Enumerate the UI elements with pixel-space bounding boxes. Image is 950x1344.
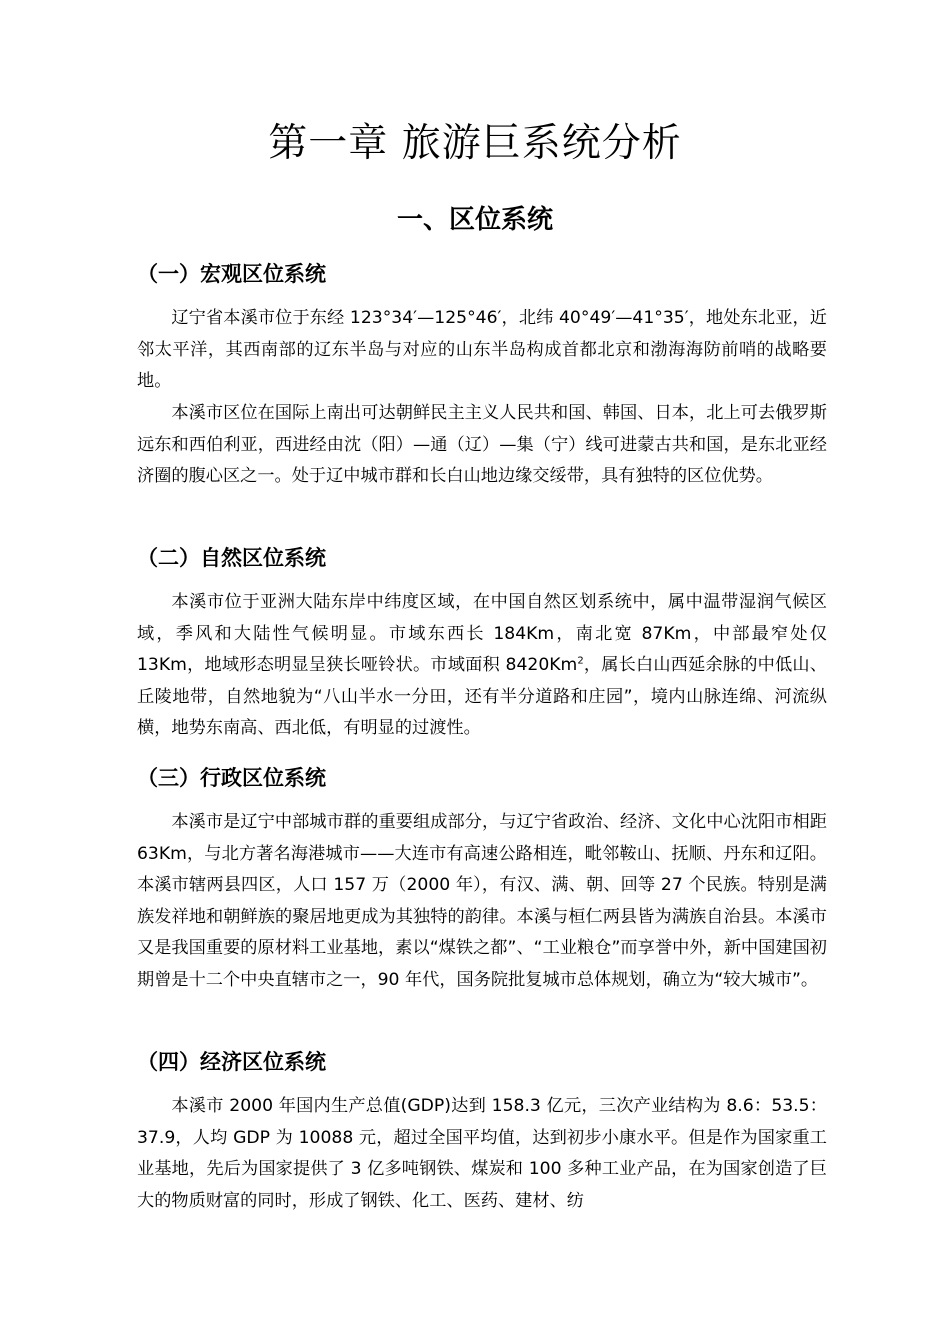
section-title: 一、区位系统 xyxy=(396,205,553,235)
subsection-heading-administrative: （三）行政区位系统 xyxy=(137,766,326,790)
paragraph-macro-1: 辽宁省本溪市位于东经 123°34′—125°46′，北纬 40°49′—41°35′，地处东北亚，近邻太平洋，其西南部的辽东半岛与对应的山东半岛构成首都北京和渤海海防前哨的战略要地。 xyxy=(137,308,827,391)
subsection-heading-natural: （二）自然区位系统 xyxy=(137,546,326,570)
paragraph-economic: 本溪市 2000 年国内生产总值(GDP)达到 158.3 亿元，三次产业结构为 8.6：53.5：37.9，人均 GDP 为 10088 元，超过全国平均值，达到初步小康水平。但是作为国家重工业基地，先后为国家提供了 3 亿多吨钢铁、煤炭和 100 多种工业产品，在为国家创造了巨大的物质财富的同时，形成了钢铁、化工、医药、建材、纺 xyxy=(137,1096,827,1211)
chapter-title: 第一章 旅游巨系统分析 xyxy=(268,121,682,166)
paragraph-natural-part-2: ，属长白山西延余脉的中低山、丘陵地带，自然地貌为“八山半水一分田，还有半分道路和庄园”，境内山脉连绵、河流纵横，地势东南高、西北低，有明显的过渡性。 xyxy=(137,655,827,738)
paragraph-macro-2: 本溪市区位在国际上南出可达朝鲜民主主义人民共和国、韩国、日本，北上可去俄罗斯远东和西伯利亚，西进经由沈（阳）—通（辽）—集（宁）线可进蒙古共和国，是东北亚经济圈的腹心区之一。处于辽中城市群和长白山地边缘交绥带，具有独特的区位优势。 xyxy=(137,403,827,486)
paragraph-natural-part-1: 本溪市位于亚洲大陆东岸中纬度区域，在中国自然区划系统中，属中温带湿润气候区域，季风和大陆性气候明显。市域东西长 184Km，南北宽 87Km，中部最窄处仅 13Km，地域形态明显呈狭长哑铃状。市域面积 8420Km xyxy=(137,592,827,675)
area-superscript: 2 xyxy=(577,655,584,667)
paragraph-natural xyxy=(137,587,827,745)
subsection-heading-economic: （四）经济区位系统 xyxy=(137,1050,326,1074)
subsection-heading-macro: （一）宏观区位系统 xyxy=(137,262,326,286)
paragraph-administrative: 本溪市是辽宁中部城市群的重要组成部分，与辽宁省政治、经济、文化中心沈阳市相距 63Km，与北方著名海港城市——大连市有高速公路相连，毗邻鞍山、抚顺、丹东和辽阳。本溪市辖两县四区，人口 157 万（2000 年），有汉、满、朝、回等 27 个民族。特别是满族发祥地和朝鲜族的聚居地更成为其独特的韵律。本溪与桓仁两县皆为满族自治县。本溪市又是我国重要的原材料工业基地，素以“煤铁之都”、“工业粮仓”而享誉中外，新中国建国初期曾是十二个中央直辖市之一，90 年代，国务院批复城市总体规划，确立为“较大城市”。 xyxy=(137,812,827,990)
